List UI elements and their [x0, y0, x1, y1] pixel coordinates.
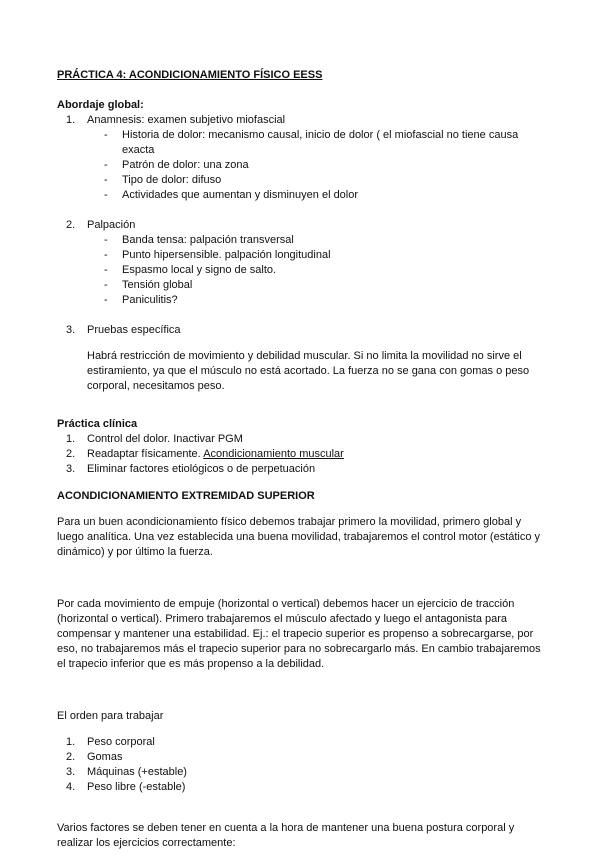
sub-item: - Banda tensa: palpación transversal	[104, 234, 294, 246]
document-title: PRÁCTICA 4: ACONDICIONAMIENTO FÍSICO EESS	[57, 69, 323, 81]
abordaje-list	[57, 113, 547, 128]
practica-item-3: 3. Eliminar factores etiológicos o de perpetuación	[66, 463, 316, 475]
acond-paragraph-3: Varios factores se deben tener en cuenta a la hora de mantener una buena postura corporal y realizar los ejercicios correctamente:	[57, 822, 515, 849]
document-page	[57, 68, 547, 862]
sub-item: - Historia de dolor: mecanismo causal, inicio de dolor ( el miofascial no tiene causa exacta	[104, 129, 519, 156]
sub-item: - Punto hipersensible. palpación longitudinal	[104, 249, 331, 261]
orden-list	[57, 735, 547, 795]
orden-item-2: 2. Gomas	[66, 751, 123, 763]
sub-item: - Tensión global	[104, 279, 193, 291]
practica-heading: Práctica clínica	[57, 418, 138, 430]
practica-item-1: 1. Control del dolor. Inactivar PGM	[66, 433, 243, 445]
anamnesis-sublist	[57, 128, 547, 203]
item-label: Pruebas específica	[87, 324, 181, 336]
sub-item: - Patrón de dolor: una zona	[104, 159, 249, 171]
sub-item: - Tipo de dolor: difuso	[104, 174, 222, 186]
abordaje-item-2	[57, 218, 547, 233]
abordaje-list-2	[57, 218, 547, 233]
practica-list	[57, 432, 547, 477]
abordaje-item-1	[57, 113, 547, 128]
acond-heading: ACONDICIONAMIENTO EXTREMIDAD SUPERIOR	[57, 490, 315, 502]
orden-item-1: 1. Peso corporal	[66, 736, 155, 748]
abordaje-heading: Abordaje global:	[57, 99, 144, 111]
sub-item: - Actividades que aumentan y disminuyen el dolor	[104, 189, 359, 201]
sub-item: - Espasmo local y signo de salto.	[104, 264, 277, 276]
practica-item-2: 2. Readaptar físicamente. Acondicionamiento muscular	[66, 448, 344, 460]
acond-paragraph-2: Por cada movimiento de empuje (horizontal o vertical) debemos hacer un ejercicio de tracción (horizontal o vertical). Primero trabajaremos el músculo afectado y luego el antagonista para compensar y mantener una estabilidad. Ej.: el trapecio superior es propenso a sobrecargarse, por eso, no trabajaremos más el trapecio superior para no sobrecargarlo más. En cambio trabajaremos el trapecio inferior que es más propenso a la debilidad.	[57, 598, 541, 670]
pruebas-text: Habrá restricción de movimiento y debilidad muscular. Si no limita la movilidad no sirve el estiramiento, ya que el músculo no está acortado. La fuerza no se gana con gomas o peso corporal, necesitamos peso.	[87, 350, 530, 392]
item-number: 2.	[66, 219, 76, 231]
item-number: 3.	[66, 324, 76, 336]
abordaje-item-3	[57, 323, 547, 338]
item-label: Palpación	[87, 219, 136, 231]
sub-item: - Paniculitis?	[104, 294, 178, 306]
orden-item-3: 3. Máquinas (+estable)	[66, 766, 187, 778]
abordaje-list-3	[57, 323, 547, 338]
palpacion-sublist	[57, 233, 547, 308]
acondicionamiento-link[interactable]: Acondicionamiento muscular	[203, 448, 344, 460]
orden-label: El orden para trabajar	[57, 710, 164, 722]
item-label: Anamnesis: examen subjetivo miofascial	[87, 114, 286, 126]
item-number: 1.	[66, 114, 76, 126]
acond-paragraph-1: Para un buen acondicionamiento físico debemos trabajar primero la movilidad, primero global y luego analítica. Una vez establecida una buena movilidad, trabajaremos el control motor (estático y dinámico) y por último la fuerza.	[57, 516, 541, 558]
orden-item-4: 4. Peso libre (-estable)	[66, 781, 186, 793]
